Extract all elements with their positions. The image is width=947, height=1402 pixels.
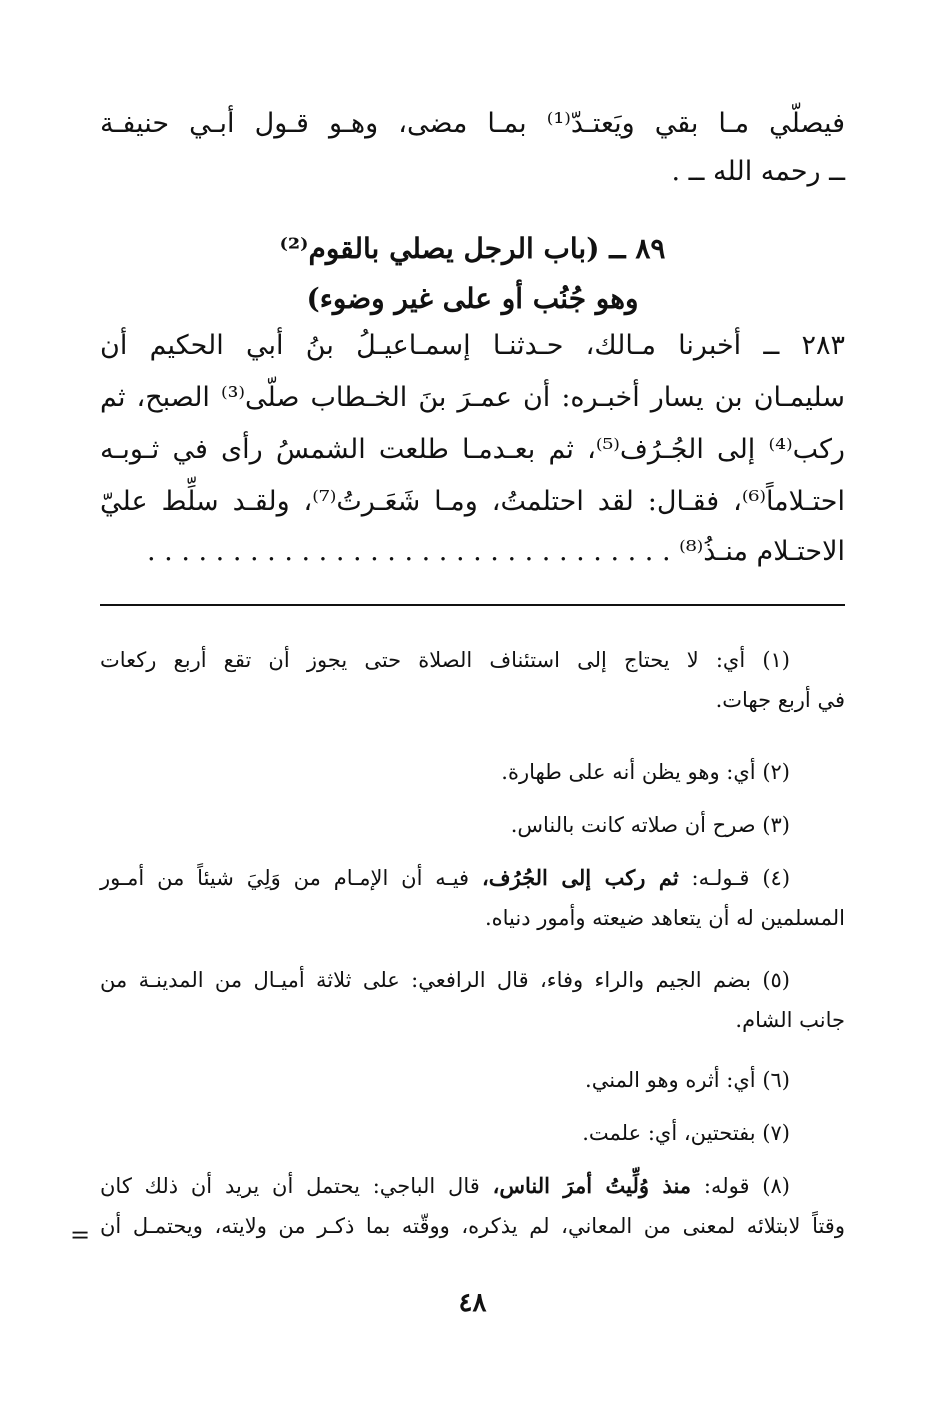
- hadith-line-3: ركب⁽⁴⁾ إلى الجُـرُف⁽⁵⁾، ثم بعـدمـا طلعت الشمسُ رأى في ثـوبـه: [100, 434, 845, 465]
- hadith-line-5-text: الاحتـلام منـذُ⁽⁸⁾: [679, 536, 845, 567]
- footnote-5-line-1: (٥) بضم الجيم والراء وفاء، قال الرافعي: على ثلاثة أميـال من المدينـة من: [100, 968, 790, 992]
- hadith-line-1: ٢٨٣ ــ أخبرنا مـالك، حـدثنـا إسمـاعيـلُ بنُ أبي الحكيم أن: [100, 330, 845, 361]
- footnote-7-text: (٧) بفتحتين، أي: علمت.: [582, 1121, 790, 1145]
- footnote-3: [100, 805, 845, 845]
- continuation-mark: =: [70, 1221, 91, 1249]
- footnote-6: [100, 1060, 845, 1100]
- footnote-1-line-2: في أربع جهات.: [715, 688, 845, 712]
- footnote-2: [100, 752, 845, 792]
- hadith-line-2: سليمـان بن يسار أخبـره: أن عمـرَ بنَ الخـطاب صلّى⁽³⁾ الصبح، ثم: [100, 382, 845, 413]
- footnote-4: [100, 858, 845, 938]
- intro-line-1: فيصلّي مـا بقي ويَعتـدّ⁽¹⁾ بمـا مضى، وهـو قـول أبـي حنيفـة: [100, 108, 846, 139]
- footnote-7: [100, 1113, 845, 1153]
- footnote-8: [100, 1166, 845, 1246]
- footnote-separator: [100, 604, 845, 606]
- footnote-8-comment: قال الباجي: يحتمل أن يريد أن ذلك كان: [100, 1174, 493, 1198]
- hadith-line-4: احتـلاماً⁽⁶⁾، فقـال: لقد احتلمتُ، ومـا شَعَـرتُ⁽⁷⁾، ولقـد سلِّط عليّ: [100, 486, 845, 517]
- page-number: ٤٨: [458, 1288, 487, 1318]
- footnote-2-text: (٢) أي: وهو يظن أنه على طهارة.: [501, 760, 790, 784]
- footnote-1-line-1: (١) أي: لا يحتاج إلى استئناف الصلاة حتى يجوز أن تقع أربع ركعات: [100, 648, 790, 672]
- footnote-4-line-1: [100, 858, 845, 898]
- footnote-3-text: (٣) صرح أن صلاته كانت بالناس.: [510, 813, 790, 837]
- chapter-heading-line-1: ٨٩ ــ (باب الرجل يصلي بالقوم⁽²⁾: [279, 232, 666, 265]
- hadith-line-5: [100, 532, 845, 572]
- footnote-1: [100, 640, 845, 720]
- footnote-5: [100, 960, 845, 1040]
- footnote-4-quote: ثم ركب إلى الجُرُف،: [481, 865, 679, 890]
- hadith-ellipsis-dots: . . . . . . . . . . . . . . . . . . . . . . . . . . . . . . .: [147, 536, 671, 567]
- footnote-8-quote: منذ وُلِّيتُ أمرَ الناس،: [492, 1173, 692, 1198]
- book-page: [70, 0, 846, 1402]
- footnote-4-line-2: المسلمين له أن يتعاهد ضيعته وأمور دنياه.: [484, 906, 845, 930]
- chapter-heading-line-2: وهو جُنُب أو على غير وضوء): [306, 282, 639, 315]
- footnote-4-prefix: (٤) قـولـه:: [678, 866, 791, 890]
- footnote-4-comment: فيـه أن الإمـام من وَلِيَ شيئاً من أمـور: [100, 866, 482, 890]
- footnote-8-line-2: وقتاً لابتلائه لمعنى من المعاني، لم يذكره، ووقّته بما ذكـر من ولايته، ويحتمـل أن: [100, 1214, 845, 1238]
- footnote-5-line-2: جانب الشام.: [735, 1008, 845, 1032]
- footnote-6-text: (٦) أي: أثره وهو المني.: [585, 1068, 790, 1092]
- footnote-8-prefix: (٨) قوله:: [691, 1174, 790, 1198]
- intro-line-2: ــ رحمه الله ــ .: [671, 156, 845, 187]
- footnote-8-line-1: [100, 1166, 845, 1206]
